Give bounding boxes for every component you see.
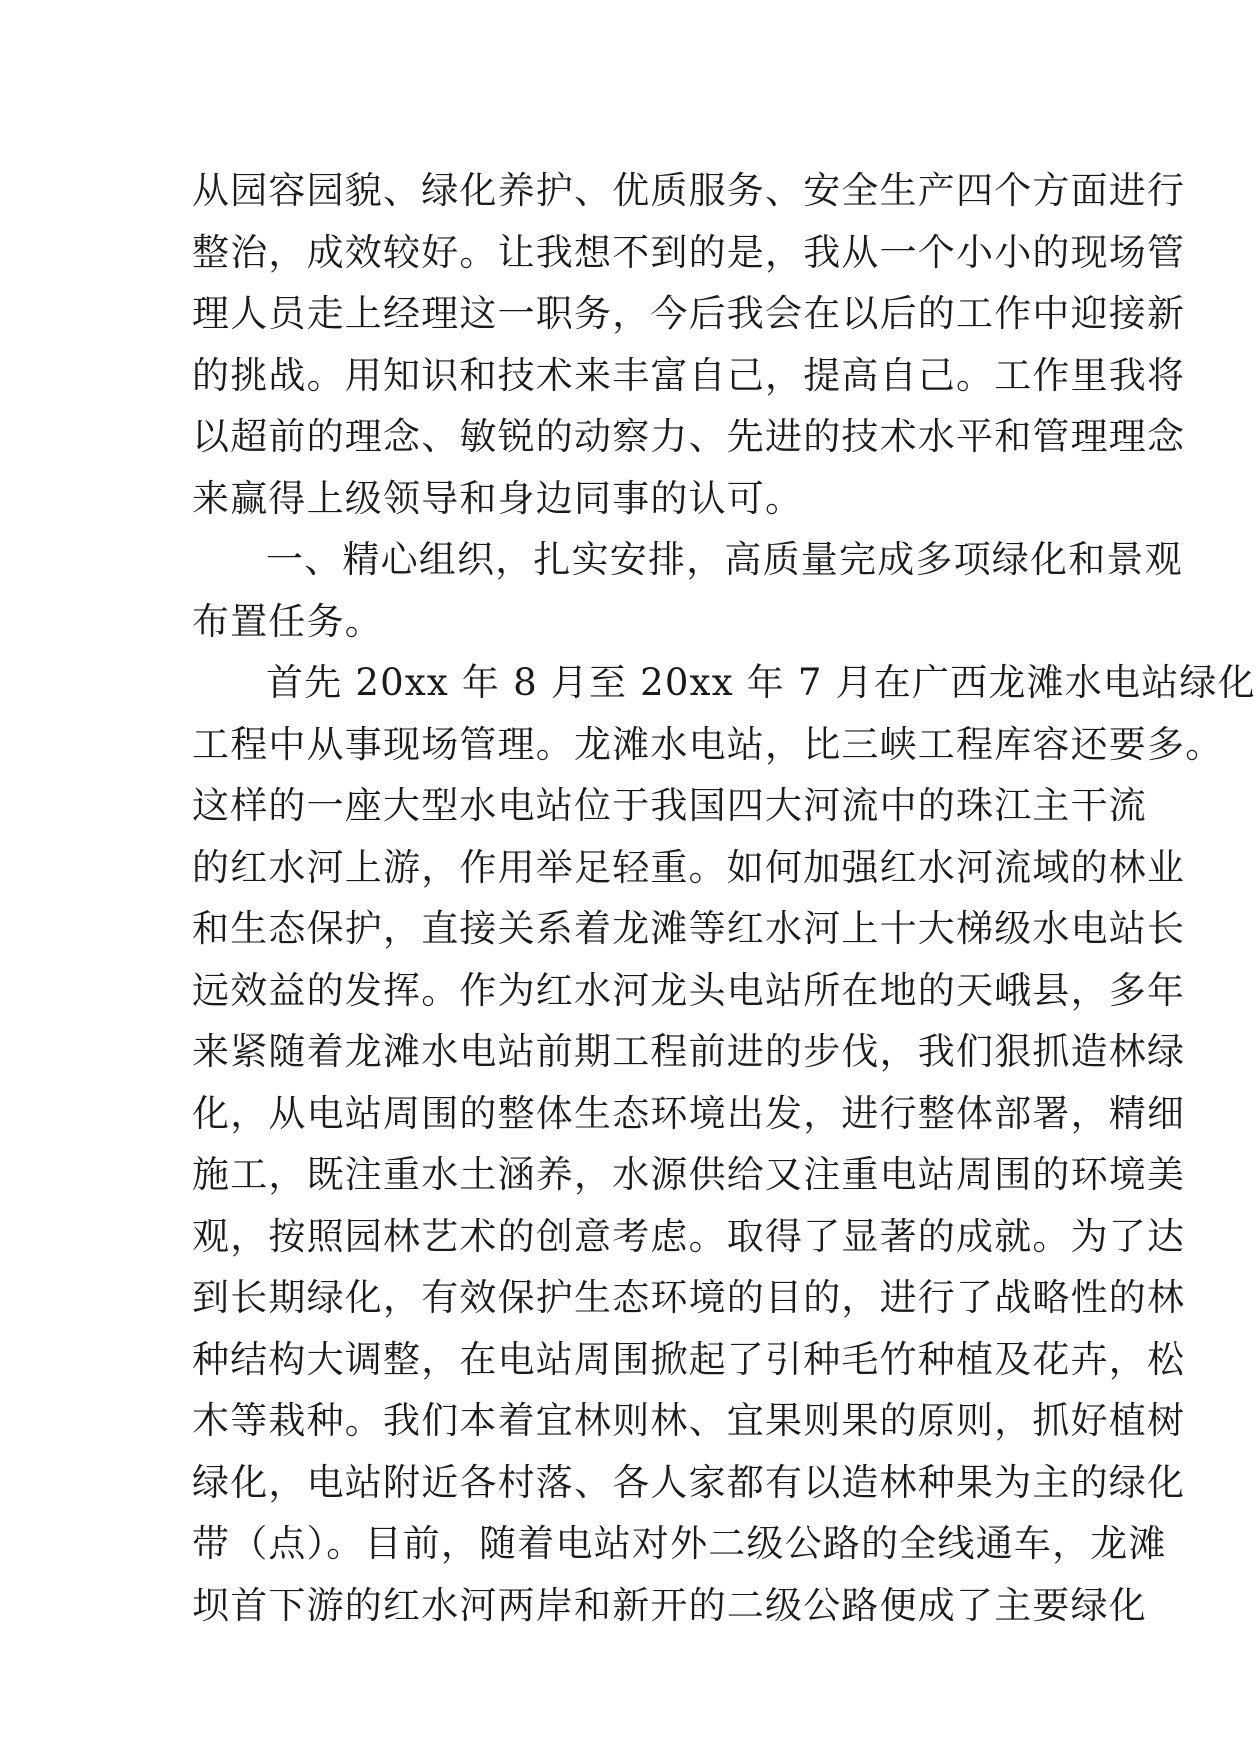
text-line: 和生态保护，直接关系着龙滩等红水河上十大梯级水电站长 — [192, 907, 1186, 950]
text-line: 化，从电站周围的整体生态环境出发，进行整体部署，精细 — [192, 1091, 1186, 1135]
text-line: 这样的一座大型水电站位于我国四大河流中的珠江主干流 — [192, 784, 1147, 827]
text-line: 带（点）。目前，随着电站对外二级公路的全线通车，龙滩 — [192, 1522, 1167, 1565]
text-line: 来赢得上级领导和身边同事的认可。 — [192, 476, 804, 520]
text-line: 种结构大调整，在电站周围掀起了引种毛竹种植及花卉，松 — [192, 1337, 1186, 1381]
text-line: 一、精心组织，扎实安排，高质量完成多项绿化和景观 — [266, 538, 1183, 581]
text-line: 坝首下游的红水河两岸和新开的二级公路便成了主要绿化 — [192, 1583, 1147, 1627]
text-line: 绿化，电站附近各村落、各人家都有以造林种果为主的绿化 — [192, 1460, 1186, 1504]
text-line: 施工，既注重水土涵养，水源供给又注重电站周围的环境美 — [192, 1153, 1186, 1196]
paragraph-2-heading — [192, 529, 1183, 652]
text-line: 观，按照园林艺术的创意考虑。取得了显著的成就。为了达 — [192, 1214, 1186, 1258]
text-line: 从园容园貌、绿化养护、优质服务、安全生产四个方面进行 — [192, 169, 1186, 212]
text-line: 理人员走上经理这一职务，今后我会在以后的工作中迎接新 — [192, 292, 1186, 335]
text-line: 远效益的发挥。作为红水河龙头电站所在地的天峨县，多年 — [192, 968, 1186, 1012]
text-line: 的红水河上游，作用举足轻重。如何加强红水河流域的林业 — [192, 845, 1186, 889]
text-line: 整治，成效较好。让我想不到的是，我从一个小小的现场管 — [192, 230, 1186, 274]
text-line: 木等栽种。我们本着宜林则林、宜果则果的原则，抓好植树 — [192, 1399, 1186, 1442]
body-text — [192, 160, 1256, 1636]
text-line: 工程中从事现场管理。龙滩水电站，比三峡工程库容还要多。 — [192, 722, 1224, 766]
text-line: 布置任务。 — [192, 599, 383, 643]
text-line: 来紧随着龙滩水电站前期工程前进的步伐，我们狠抓造林绿 — [192, 1030, 1186, 1073]
text-line: 首先 20xx 年 8 月至 20xx 年 7 月在广西龙滩水电站绿化 — [266, 661, 1256, 704]
text-line: 以超前的理念、敏锐的动察力、先进的技术水平和管理理念 — [192, 415, 1186, 458]
text-line: 到长期绿化，有效保护生态环境的目的，进行了战略性的林 — [192, 1276, 1186, 1319]
text-line: 的挑战。用知识和技术来丰富自己，提高自己。工作里我将 — [192, 353, 1186, 397]
paragraph-1 — [192, 160, 1186, 529]
paragraph-3 — [192, 652, 1256, 1636]
